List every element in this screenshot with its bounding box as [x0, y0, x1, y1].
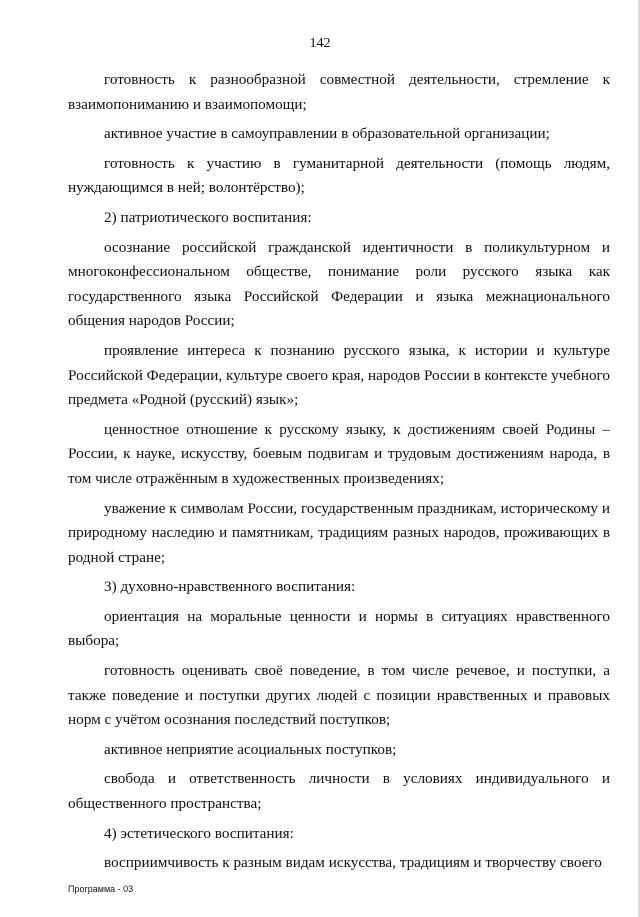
paragraph: проявление интереса к познанию русского языка, к истории и культуре Российской Федерации, культуре своего края, народов России в контексте учебного предмета «Родной (русский) язык»;	[68, 341, 610, 409]
paragraph: ценностное отношение к русскому языку, к достижениям своей Родины – России, к науке, искусству, боевым подвигам и трудовым достижениям народа, в том числе отражённым в художественных произведениях;	[68, 420, 610, 487]
section-heading: 3) духовно-нравственного воспитания:	[104, 578, 356, 596]
paragraph: активное участие в самоуправлении в образовательной организации;	[104, 125, 550, 143]
page-footer: Программа - 03	[68, 884, 134, 894]
body-text	[68, 68, 610, 881]
paragraph: восприимчивость к разным видам искусства, традициям и творчеству своего	[104, 854, 602, 872]
section-heading: 2) патриотического воспитания:	[104, 208, 312, 226]
paragraph: активное неприятие асоциальных поступков;	[104, 740, 397, 758]
paragraph: уважение к символам России, государственным праздникам, историческому и природному наследию и памятникам, традициям разных народов, проживающих в родной стране;	[68, 499, 610, 566]
page-number: 142	[309, 36, 331, 51]
paragraph: осознание российской гражданской идентичности в поликультурном и многоконфессиональном обществе, понимание роли русского языка как государственного языка Российской Федерации и языка межнационального общения народов России;	[68, 238, 610, 330]
paragraph: готовность к участию в гуманитарной деятельности (помощь людям, нуждающимся в ней; волонтёрство);	[68, 154, 610, 197]
paragraph: ориентация на моральные ценности и нормы в ситуациях нравственного выбора;	[68, 607, 610, 650]
paragraph: готовность к разнообразной совместной деятельности, стремление к взаимопониманию и взаимопомощи;	[68, 71, 610, 113]
paragraph: свобода и ответственность личности в условиях индивидуального и общественного пространства;	[68, 770, 610, 813]
section-heading: 4) эстетического воспитания:	[104, 824, 294, 842]
paragraph: готовность оценивать своё поведение, в том числе речевое, и поступки, а также поведение и поступки других людей с позиции нравственных и правовых норм с учётом осознания последствий поступков;	[68, 662, 610, 729]
